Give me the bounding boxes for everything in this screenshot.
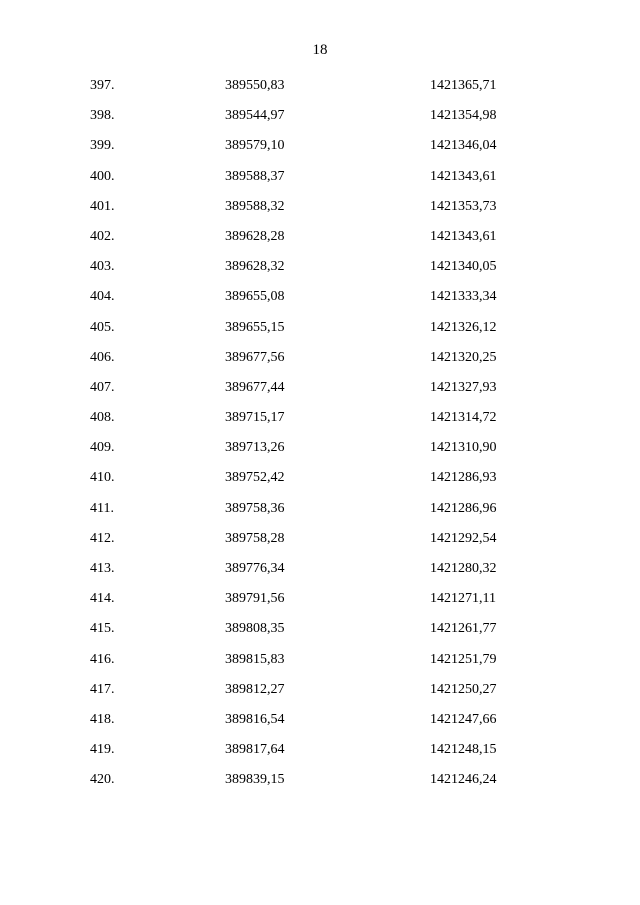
x-coordinate: 389713,26 xyxy=(225,440,285,456)
point-number: 416. xyxy=(90,651,115,667)
x-coordinate: 389791,56 xyxy=(225,591,285,607)
table-row xyxy=(0,498,640,528)
y-coordinate: 1421286,93 xyxy=(430,470,497,486)
table-row xyxy=(0,467,640,497)
y-coordinate: 1421354,98 xyxy=(430,108,497,124)
table-row xyxy=(0,588,640,618)
point-number: 407. xyxy=(90,379,115,395)
y-coordinate: 1421353,73 xyxy=(430,198,497,214)
x-coordinate: 389588,32 xyxy=(225,198,285,214)
y-coordinate: 1421365,71 xyxy=(430,78,497,93)
table-row xyxy=(0,347,640,377)
point-number: 406. xyxy=(90,349,115,365)
table-row xyxy=(0,558,640,588)
y-coordinate: 1421247,66 xyxy=(430,711,497,727)
y-coordinate: 1421333,34 xyxy=(430,289,497,305)
x-coordinate: 389677,56 xyxy=(225,349,285,365)
x-coordinate: 389628,28 xyxy=(225,228,285,244)
x-coordinate: 389752,42 xyxy=(225,470,285,486)
point-number: 409. xyxy=(90,440,115,456)
table-row xyxy=(0,317,640,347)
table-row xyxy=(0,105,640,135)
point-number: 399. xyxy=(90,138,115,154)
table-row xyxy=(0,226,640,256)
y-coordinate: 1421261,77 xyxy=(430,621,497,637)
table-row xyxy=(0,437,640,467)
point-number: 404. xyxy=(90,289,115,305)
x-coordinate: 389579,10 xyxy=(225,138,285,154)
y-coordinate: 1421314,72 xyxy=(430,410,497,426)
y-coordinate: 1421326,12 xyxy=(430,319,497,335)
table-row xyxy=(0,135,640,165)
table-row xyxy=(0,709,640,739)
table-row xyxy=(0,649,640,679)
point-number: 398. xyxy=(90,108,115,124)
y-coordinate: 1421327,93 xyxy=(430,379,497,395)
point-number: 405. xyxy=(90,319,115,335)
point-number: 418. xyxy=(90,711,115,727)
table-row xyxy=(0,679,640,709)
table-row xyxy=(0,739,640,769)
y-coordinate: 1421320,25 xyxy=(430,349,497,365)
x-coordinate: 389588,37 xyxy=(225,168,285,184)
point-number: 410. xyxy=(90,470,115,486)
point-number: 417. xyxy=(90,681,115,697)
table-row xyxy=(0,618,640,648)
y-coordinate: 1421292,54 xyxy=(430,530,497,546)
point-number: 411. xyxy=(90,500,114,516)
coordinate-list xyxy=(0,75,640,800)
x-coordinate: 389815,83 xyxy=(225,651,285,667)
y-coordinate: 1421310,90 xyxy=(430,440,497,456)
y-coordinate: 1421340,05 xyxy=(430,259,497,275)
table-row xyxy=(0,75,640,105)
point-number: 420. xyxy=(90,772,115,788)
table-row xyxy=(0,377,640,407)
x-coordinate: 389776,34 xyxy=(225,561,285,576)
x-coordinate: 389544,97 xyxy=(225,108,285,124)
point-number: 413. xyxy=(90,561,115,576)
table-row xyxy=(0,407,640,437)
point-number: 415. xyxy=(90,621,115,637)
y-coordinate: 1421280,32 xyxy=(430,561,497,576)
x-coordinate: 389758,28 xyxy=(225,530,285,546)
point-number: 419. xyxy=(90,742,115,758)
x-coordinate: 389655,08 xyxy=(225,289,285,305)
x-coordinate: 389677,44 xyxy=(225,379,285,395)
table-row xyxy=(0,286,640,316)
x-coordinate: 389715,17 xyxy=(225,410,285,426)
y-coordinate: 1421346,04 xyxy=(430,138,497,154)
y-coordinate: 1421343,61 xyxy=(430,168,497,184)
x-coordinate: 389655,15 xyxy=(225,319,285,335)
y-coordinate: 1421271,11 xyxy=(430,591,496,607)
point-number: 408. xyxy=(90,410,115,426)
x-coordinate: 389817,64 xyxy=(225,742,285,758)
point-number: 403. xyxy=(90,259,115,275)
table-row xyxy=(0,256,640,286)
point-number: 397. xyxy=(90,78,115,93)
table-row xyxy=(0,196,640,226)
table-row xyxy=(0,528,640,558)
point-number: 401. xyxy=(90,198,115,214)
table-row xyxy=(0,769,640,799)
point-number: 414. xyxy=(90,591,115,607)
x-coordinate: 389628,32 xyxy=(225,259,285,275)
y-coordinate: 1421343,61 xyxy=(430,228,497,244)
x-coordinate: 389758,36 xyxy=(225,500,285,516)
x-coordinate: 389808,35 xyxy=(225,621,285,637)
point-number: 402. xyxy=(90,228,115,244)
x-coordinate: 389816,54 xyxy=(225,711,285,727)
x-coordinate: 389812,27 xyxy=(225,681,285,697)
x-coordinate: 389839,15 xyxy=(225,772,285,788)
y-coordinate: 1421286,96 xyxy=(430,500,497,516)
x-coordinate: 389550,83 xyxy=(225,78,285,93)
y-coordinate: 1421246,24 xyxy=(430,772,497,788)
y-coordinate: 1421250,27 xyxy=(430,681,497,697)
table-row xyxy=(0,166,640,196)
point-number: 400. xyxy=(90,168,115,184)
page-number: 18 xyxy=(312,42,328,58)
y-coordinate: 1421251,79 xyxy=(430,651,497,667)
point-number: 412. xyxy=(90,530,115,546)
y-coordinate: 1421248,15 xyxy=(430,742,497,758)
